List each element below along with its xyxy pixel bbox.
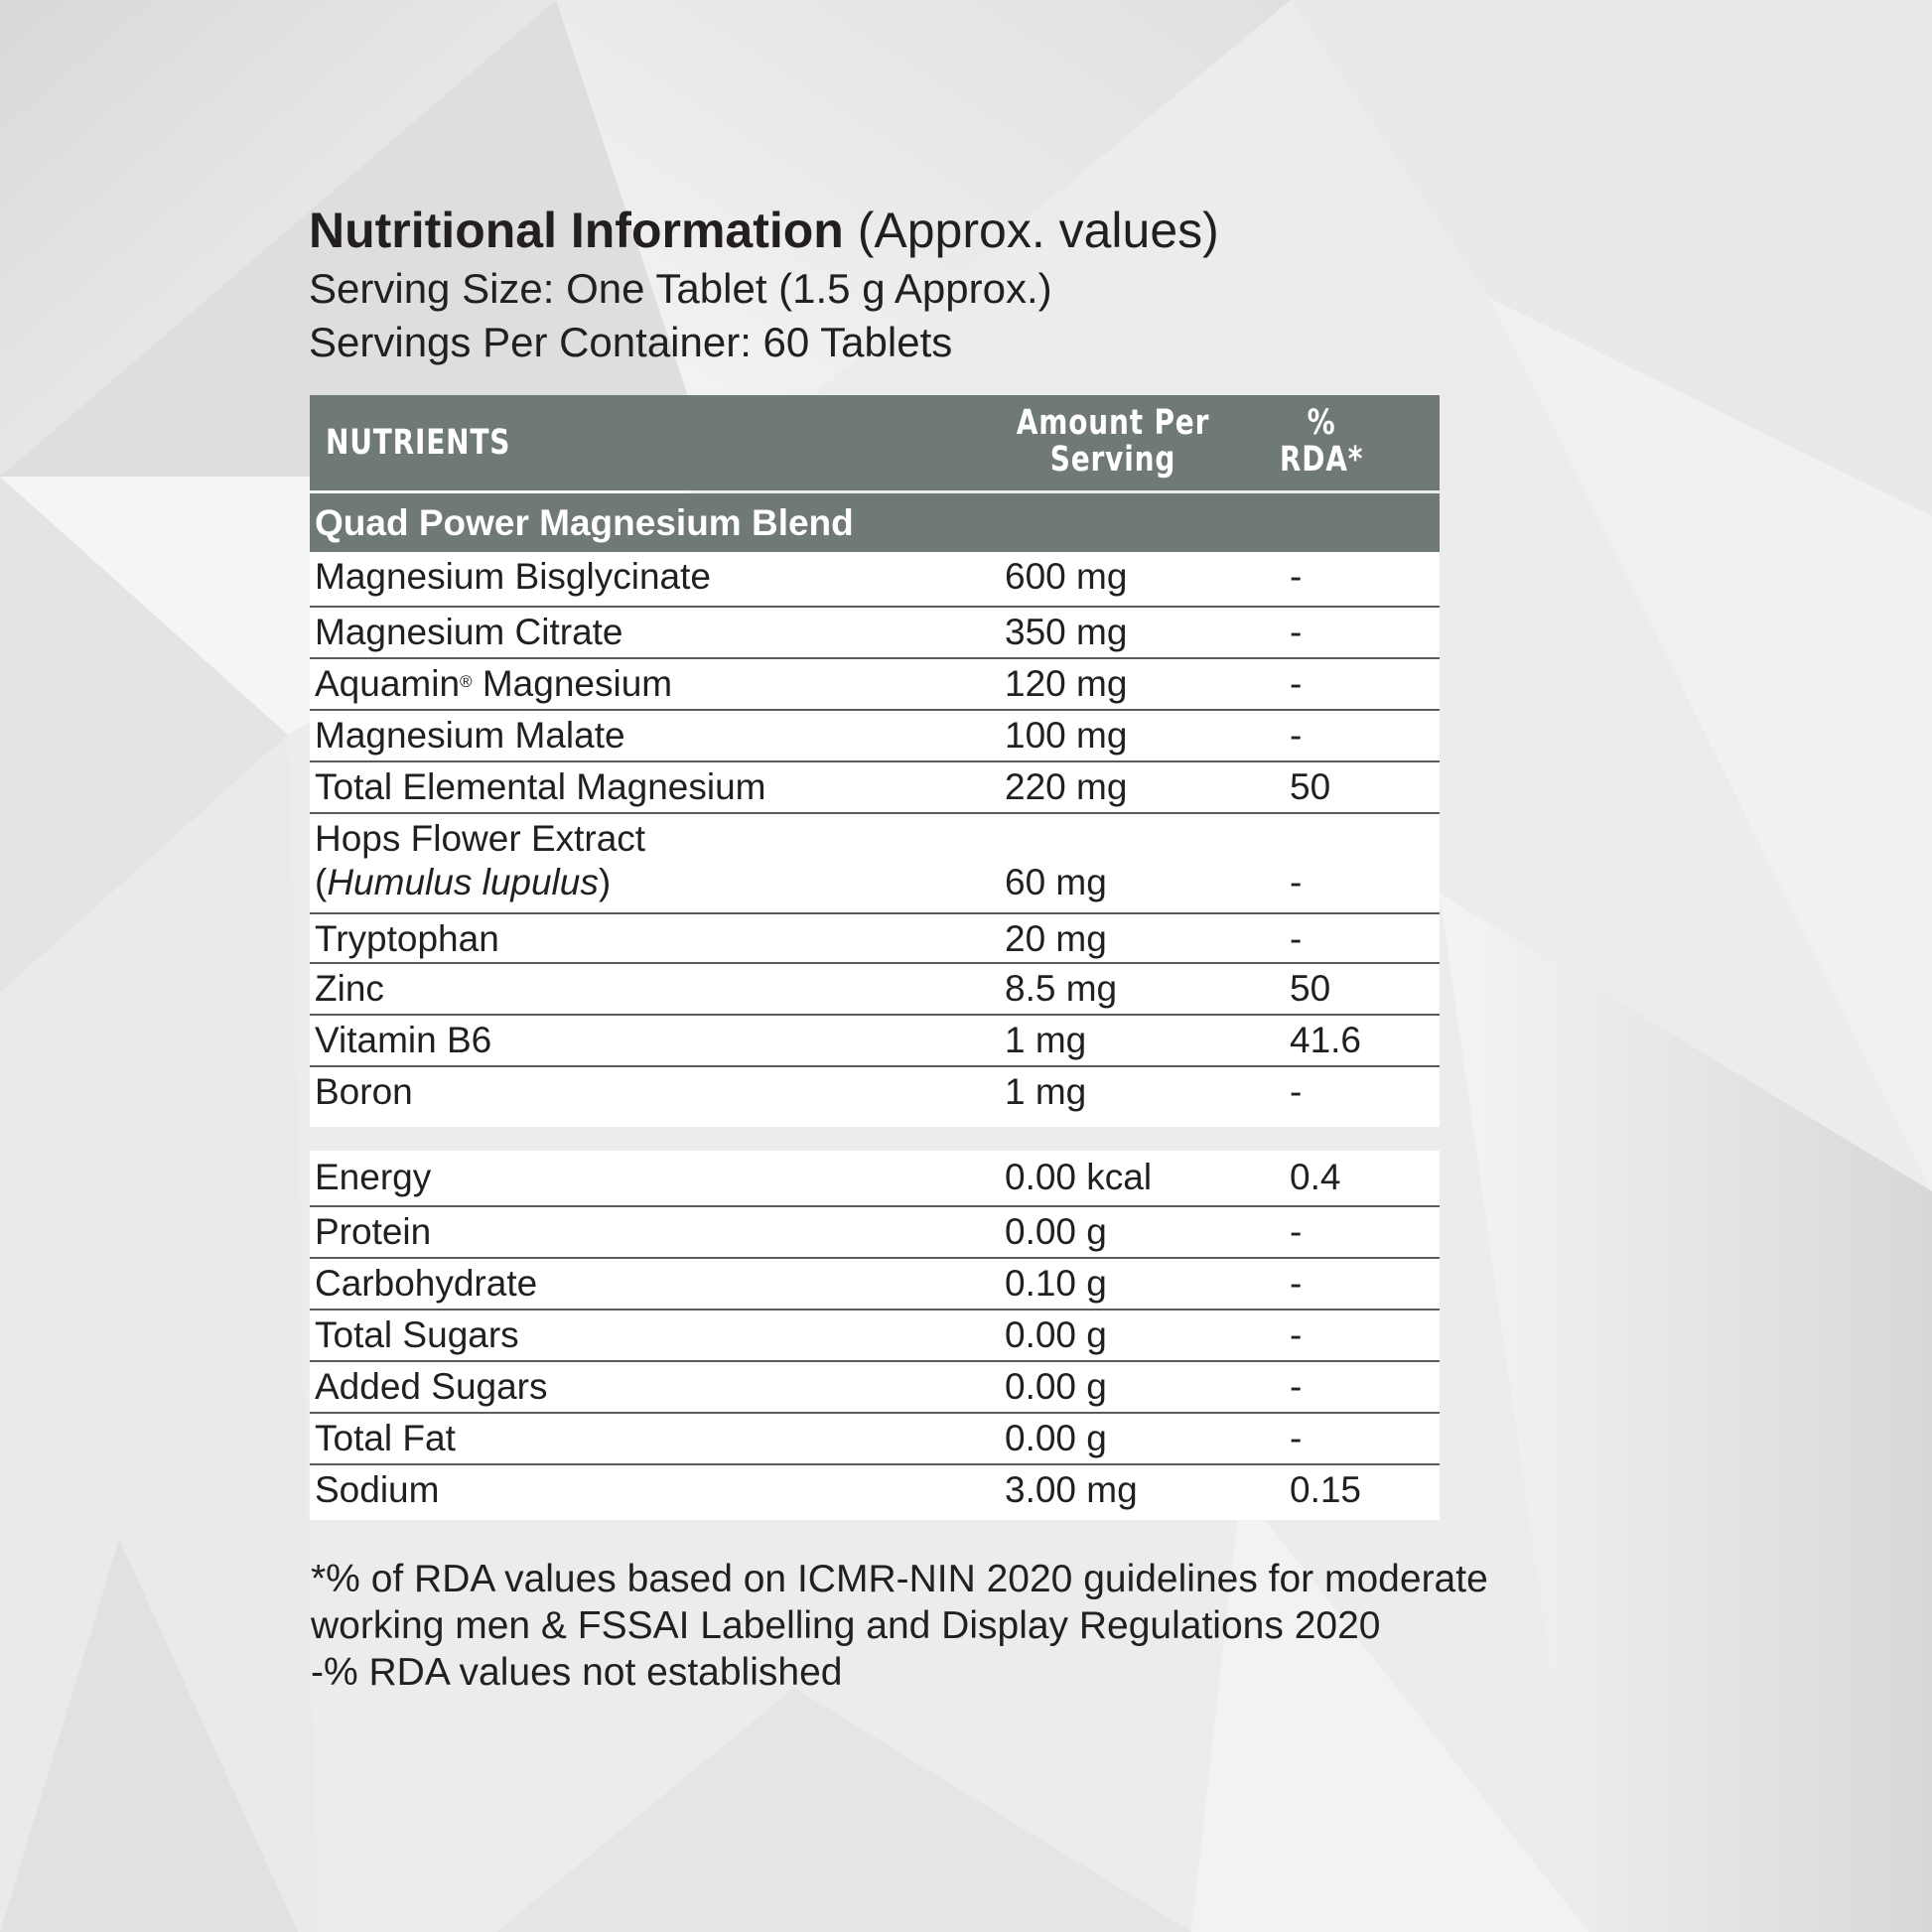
header-amount-line2: Serving — [1049, 440, 1176, 480]
botanical-italic: Humulus lupulus — [327, 862, 599, 902]
nutrient-name: Total Fat — [315, 1418, 456, 1458]
nutrient-amount: 0.00 kcal — [1005, 1157, 1153, 1197]
table-row — [310, 814, 1440, 914]
header-rda-line1: % — [1307, 403, 1336, 443]
nutrient-rda: - — [1290, 1314, 1303, 1355]
table-row — [310, 1465, 1440, 1520]
nutrient-rda: - — [1290, 918, 1303, 959]
nutrient-amount: 120 mg — [1005, 663, 1128, 704]
nutrient-block-1 — [310, 552, 1440, 1127]
serving-size: Serving Size: One Tablet (1.5 g Approx.) — [309, 265, 1052, 312]
footnote-line: *% of RDA values based on ICMR-NIN 2020 guidelines for moderate — [311, 1558, 1488, 1600]
nutrient-name-base: Aquamin — [315, 663, 461, 704]
nutrient-amount: 350 mg — [1005, 612, 1128, 652]
nutrient-amount: 0.00 g — [1005, 1366, 1107, 1407]
nutrient-rda: 0.4 — [1290, 1157, 1341, 1197]
table-row — [310, 1067, 1440, 1117]
title-bold: Nutritional Information — [309, 203, 844, 258]
nutrient-amount: 220 mg — [1005, 766, 1128, 807]
table-row — [310, 711, 1440, 762]
nutrient-amount: 100 mg — [1005, 715, 1128, 756]
nutrient-amount: 1 mg — [1005, 1020, 1087, 1060]
nutrient-amount: 600 mg — [1005, 556, 1128, 597]
nutrient-name: Magnesium Malate — [315, 715, 625, 756]
registered-mark: ® — [460, 672, 473, 691]
nutrient-name: Sodium — [315, 1469, 440, 1510]
nutrient-rda: - — [1290, 663, 1303, 704]
nutrient-rda: - — [1290, 1263, 1303, 1304]
table-row — [310, 762, 1440, 814]
table-row — [310, 1311, 1440, 1362]
nutrient-rda: - — [1290, 715, 1303, 756]
nutrient-rda: - — [1290, 612, 1303, 652]
nutrient-name: Energy — [315, 1157, 432, 1197]
nutrient-name: Vitamin B6 — [315, 1020, 492, 1060]
table-row — [310, 1259, 1440, 1311]
nutrient-block-2 — [310, 1151, 1440, 1520]
nutrient-rda: 50 — [1290, 968, 1331, 1009]
blend-title: Quad Power Magnesium Blend — [310, 493, 1440, 552]
nutrient-rda: - — [1290, 1418, 1303, 1458]
footnote-line: -% RDA values not established — [311, 1651, 843, 1694]
nutrient-amount: 0.00 g — [1005, 1314, 1107, 1355]
nutrient-name: Tryptophan — [315, 918, 499, 959]
nutrient-name: Zinc — [315, 968, 384, 1009]
nutrient-name: Carbohydrate — [315, 1263, 538, 1304]
nutrient-name: Total Elemental Magnesium — [315, 766, 766, 807]
title-qualifier: (Approx. values) — [857, 203, 1219, 258]
table-header — [310, 395, 1440, 490]
nutrient-name: Protein — [315, 1211, 432, 1252]
table-row — [310, 1151, 1440, 1207]
block-gap — [310, 1127, 1440, 1151]
nutrient-name: Added Sugars — [315, 1366, 548, 1407]
table-row — [310, 1362, 1440, 1414]
nutrient-amount: 20 mg — [1005, 918, 1107, 959]
table-row — [310, 659, 1440, 711]
table-row — [310, 914, 1440, 964]
nutrient-name — [315, 659, 672, 709]
nutrient-amount: 0.00 g — [1005, 1418, 1107, 1458]
paren-open: ( — [315, 862, 328, 902]
nutrient-amount: 1 mg — [1005, 1071, 1087, 1112]
nutrient-rda: - — [1290, 862, 1303, 902]
nutrient-name: Hops Flower Extract — [315, 818, 646, 859]
header-amount-line1: Amount Per — [1016, 403, 1210, 443]
footnotes — [311, 1556, 1488, 1696]
nutrient-name: Boron — [315, 1071, 413, 1112]
nutrient-name: Magnesium Citrate — [315, 612, 623, 652]
table-row — [310, 1016, 1440, 1067]
nutrient-botanical-name — [315, 858, 611, 907]
paren-close: ) — [598, 862, 612, 902]
footnote-line: working men & FSSAI Labelling and Display Regulations 2020 — [311, 1604, 1381, 1647]
nutrient-rda: 50 — [1290, 766, 1331, 807]
nutrient-rda: - — [1290, 1071, 1303, 1112]
table-row — [310, 1414, 1440, 1465]
nutrient-amount: 3.00 mg — [1005, 1469, 1138, 1510]
header-rda — [1262, 405, 1381, 479]
nutrient-rda: 41.6 — [1290, 1020, 1362, 1060]
nutrient-amount: 8.5 mg — [1005, 968, 1118, 1009]
page-title — [309, 199, 1219, 262]
nutrient-rda: - — [1290, 556, 1303, 597]
table-row — [310, 552, 1440, 608]
header-rda-line2: RDA* — [1279, 440, 1364, 480]
table-row — [310, 964, 1440, 1016]
servings-per-container: Servings Per Container: 60 Tablets — [309, 319, 953, 365]
table-row — [310, 1207, 1440, 1259]
nutrient-name: Magnesium Bisglycinate — [315, 556, 711, 597]
table-row — [310, 608, 1440, 659]
nutrient-rda: - — [1290, 1211, 1303, 1252]
nutrient-rda: 0.15 — [1290, 1469, 1362, 1510]
header-amount — [994, 405, 1232, 479]
nutrient-name: Total Sugars — [315, 1314, 519, 1355]
nutrient-amount: 0.00 g — [1005, 1211, 1107, 1252]
header-nutrients: NUTRIENTS — [326, 423, 511, 463]
nutrient-name-suffix: Magnesium — [472, 663, 673, 704]
nutrient-amount: 60 mg — [1005, 862, 1107, 902]
nutrition-table — [310, 395, 1440, 1520]
nutrient-rda: - — [1290, 1366, 1303, 1407]
nutrient-amount: 0.10 g — [1005, 1263, 1107, 1304]
